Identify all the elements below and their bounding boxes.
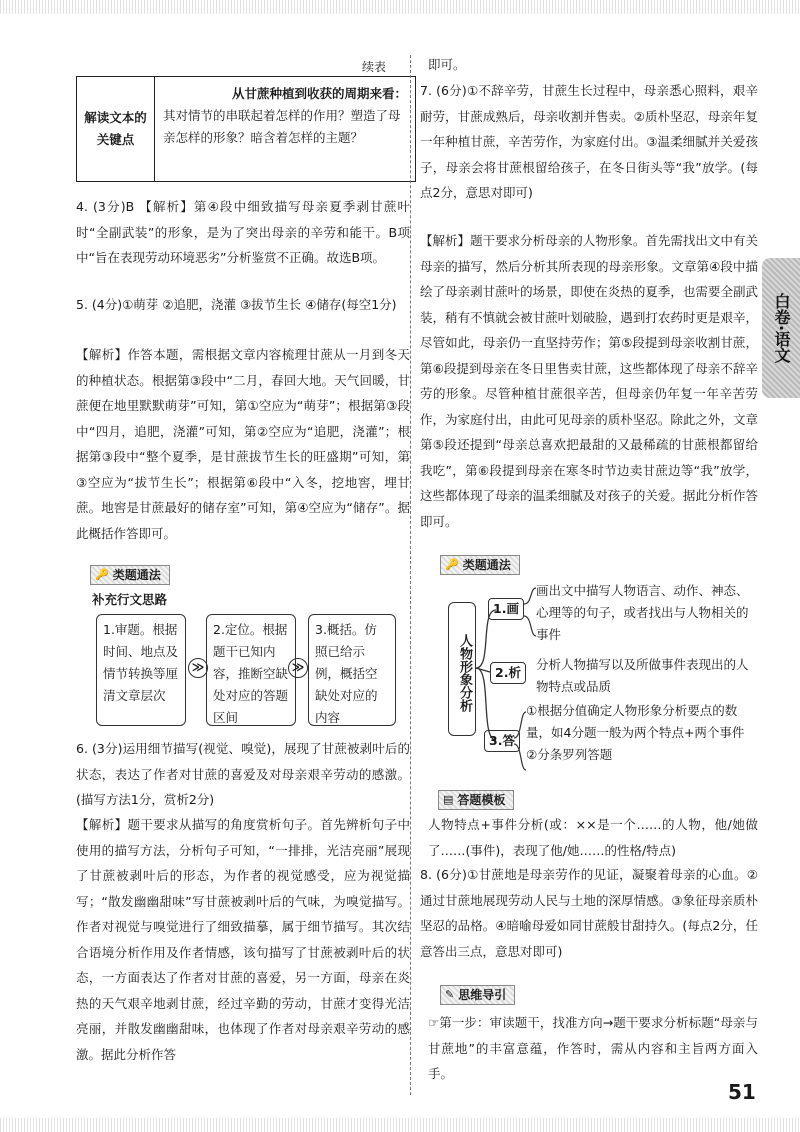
scan-edge-top	[0, 0, 800, 14]
flow-arrow-icon-2: ≫	[288, 658, 308, 678]
guide-banner-label: 思维导引	[458, 988, 507, 1002]
answer-template: 人物特点+事件分析(或：××是一个……的人物，他/她做了……(事件)，表现了他/她……的性格/特点)	[428, 817, 758, 858]
answer-q6: 6. (3分)运用细节描写(视觉、嗅觉)，展现了甘蔗被剥叶后的状态，表达了作者对甘蔗的喜爱及对母亲艰辛劳动的感激。(描写方法1分，赏析2分)	[76, 741, 410, 807]
template-banner	[438, 790, 514, 810]
mindmap-node-1: 1.画	[488, 598, 524, 620]
flow-step-1: 1.审题。根据时间、地点及情节转换等厘清文章层次	[96, 614, 186, 726]
continuation-text: 即可。	[428, 57, 466, 72]
flow-arrow-icon-1: ≫	[188, 658, 208, 678]
template-banner-label: 答题模板	[457, 793, 506, 807]
method-banner-1	[90, 565, 170, 585]
method-banner-2-label: 类题通法	[462, 558, 511, 572]
method-banner-1-label: 类题通法	[112, 568, 161, 582]
mindmap-node-2: 2.析	[490, 662, 526, 684]
continued-label: 续表	[362, 60, 387, 74]
mindmap-text-3: ①根据分值确定人物形象分析要点的数量，如4分题一般为两个特点+两个事件 ②分条罗列答题	[526, 703, 745, 762]
answer-q7: 7. (6分)①不辞辛劳，甘蔗生长过程中，母亲悉心照料，艰辛耐劳，甘蔗成熟后，母亲收割并售卖。②质朴坚忍，母亲年复一年种植甘蔗，辛苦劳作，为家庭付出。③温柔细腻并关爱孩子，母亲会将甘蔗根留给孩子，在冬日街头等“我”放学。(每点2分，意思对即可)	[420, 83, 758, 200]
column-divider	[410, 55, 411, 1095]
key-points-content	[155, 77, 415, 181]
key-points-label: 解读文本的关键点	[77, 77, 155, 181]
method-banner-2	[440, 555, 520, 575]
guide-text: ☞第一步：审读题干，找准方向→题干要求分析标题“母亲与甘蔗地”的丰富意蕴，作答时，需从内容和主旨两方面入手。	[428, 1015, 758, 1081]
key-points-title: 从甘蔗种植到收获的周期来看：	[231, 86, 407, 101]
answer-q5: 5. (4分)①萌芽 ②追肥，浇灌 ③拔节生长 ④储存(每空1分)	[76, 297, 397, 312]
mindmap-text-2: 分析人物描写以及所做事件表现出的人物特点或品质	[536, 657, 749, 694]
scan-edge-bottom	[0, 1118, 800, 1132]
analysis-q6: 【解析】题干要求从描写的角度赏析句子。首先辨析句子中使用的描写方法，分析句子可知，“一排排，光洁亮丽”展现了甘蔗被剥叶后的形态，为作者的视觉感受，应为视觉描写；“散发幽幽甜味”写甘蔗被剥叶后的气味，为嗅觉描写。作者对视觉与嗅觉进行了细致描摹，属于细节描写。其次结合语境分析作用及作者情感，该句描写了甘蔗被剥叶后的状态，一方面表达了作者对甘蔗的喜爱，另一方面，母亲在炎热的天气艰辛地剥甘蔗，经过辛勤的劳动，甘蔗才变得光洁亮丽，并散发幽幽甜味，也体现了作者对母亲艰辛劳动的感激。据此分析作答	[76, 817, 410, 1062]
key-icon: 🔑	[95, 568, 109, 581]
key-icon: 🔑	[445, 558, 459, 571]
answer-q8: 8. (6分)①甘蔗地是母亲劳作的见证，凝聚着母亲的心血。②通过甘蔗地展现劳动人民与土地的深厚情感。③象征母亲质朴坚忍的品格。④暗喻母爱如同甘蔗般甘甜持久。(每点2分，任意答出三点，意思对即可)	[420, 867, 758, 959]
guide-banner	[440, 985, 515, 1005]
mindmap-root: 人物形象分析	[448, 602, 476, 736]
analysis-q7: 【解析】题干要求分析母亲的人物形象。首先需找出文中有关母亲的描写，然后分析其所表现的母亲形象。文章第④段中描绘了母亲剥甘蔗叶的场景，即使在炎热的夏季，也需要全副武装，稍有不慎就会被甘蔗叶划破脸，遇到打农药时更是艰辛，尽管如此，母亲仍一直坚持劳作；第⑤段提到母亲收割甘蔗，第⑥段提到母亲在冬日里售卖甘蔗，这些都体现了母亲不辞辛劳的形象。尽管种植甘蔗很辛苦，但母亲仍年复一年辛苦劳作，为家庭付出，由此可见母亲的质朴坚忍。除此之外，文章第⑤段还提到“母亲总喜欢把最甜的又最稀疏的甘蔗根都留给我吃”，第⑥段提到母亲在寒冬时节边卖甘蔗边等“我”放学，这些都体现了母亲的温柔细腻及对孩子的关爱。据此分析作答即可。	[420, 233, 758, 529]
flow-step-3: 3.概括。仿照已给示例，概括空缺处对应的内容	[308, 614, 396, 726]
key-points-table	[76, 76, 416, 182]
template-icon: ▤	[443, 793, 454, 806]
analysis-q5: 【解析】作答本题，需根据文章内容梳理甘蔗从一月到冬天的种植状态。根据第③段中“二月，春回大地。天气回暖，甘蔗便在地里默默萌芽”可知，第①空应为“萌芽”；根据第③段中“四月，追肥，浇灌”可知，第②空应为“追肥，浇灌”；根据第③段中“整个夏季，是甘蔗拔节生长的旺盛期”可知，第③空应为“拔节生长”；根据第⑥段中“入冬，挖地窖，埋甘蔗。地窖是甘蔗最好的储存室”可知，第④空应为“储存”。据此概括作答即可。	[76, 347, 410, 541]
mindmap-node-3: 3.答	[484, 730, 520, 752]
flow-step-2: 2.定位。根据题干已知内容，推断空缺处对应的答题区间	[206, 614, 296, 726]
mindmap-text-1: 画出文中描写人物语言、动作、神态、心理等的句子，或者找出与人物相关的事件	[536, 583, 749, 642]
lightbulb-icon: ✎	[445, 988, 455, 1001]
answer-q4: 4. (3分)B 【解析】第④段中细致描写母亲夏季剥甘蔗叶时“全副武装”的形象，是为了突出母亲的辛劳和能干。B项中“旨在表现劳动环境恶劣”分析鉴赏不正确。故选B项。	[76, 199, 410, 265]
page-number: 51	[728, 1080, 756, 1104]
supplement-title: 补充行文思路	[92, 592, 168, 607]
subject-side-tab: 白卷·语文	[762, 258, 800, 398]
key-points-question: 其对情节的串联起着怎样的作用？塑造了母亲怎样的形象？暗含着怎样的主题？	[163, 108, 401, 145]
